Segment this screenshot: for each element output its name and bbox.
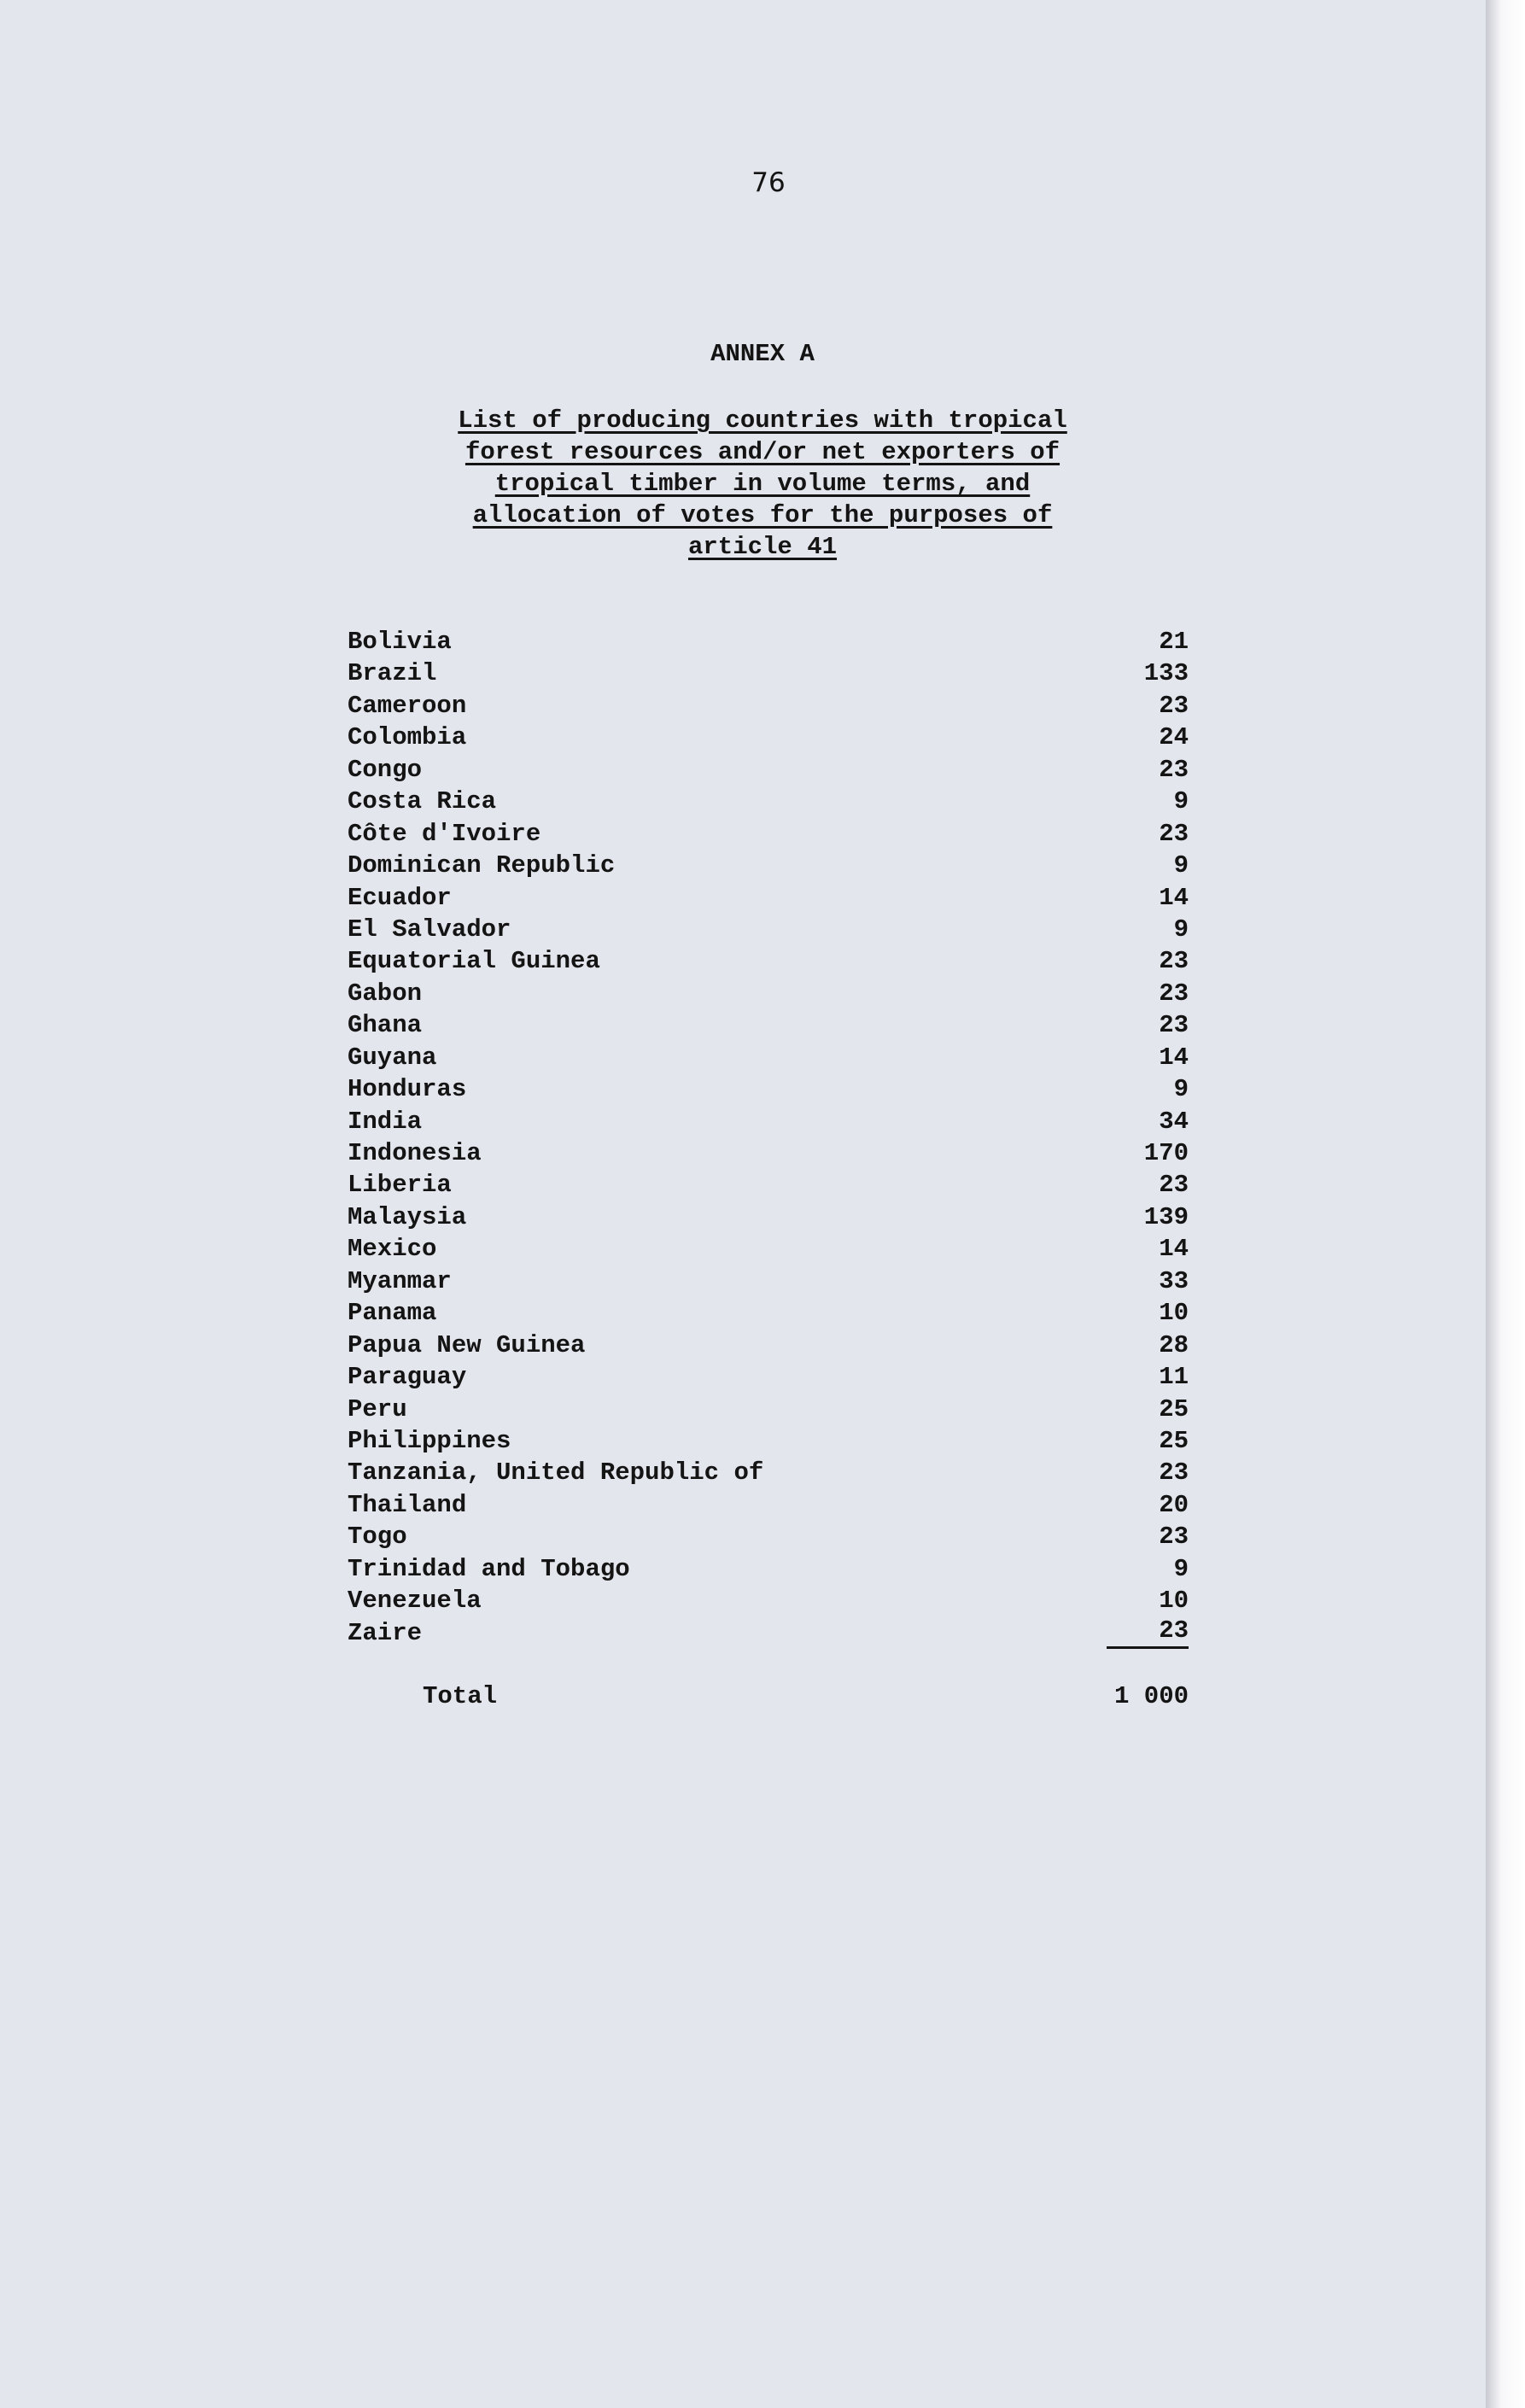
table-row	[348, 1042, 1189, 1073]
page-edge	[1486, 0, 1525, 2408]
vote-count: 23	[1159, 1523, 1189, 1552]
table-row	[348, 850, 1189, 881]
country-name: Bolivia	[348, 628, 452, 656]
country-name: Myanmar	[348, 1266, 452, 1295]
country-name: Togo	[348, 1523, 407, 1552]
vote-count: 23	[1159, 979, 1189, 1008]
table-row	[348, 978, 1189, 1009]
table-row	[348, 1330, 1189, 1361]
country-name: Costa Rica	[348, 787, 497, 816]
vote-count: 9	[1173, 787, 1189, 816]
vote-count: 21	[1159, 628, 1189, 656]
table-row	[348, 754, 1189, 786]
title-line: forest resources and/or net exporters of	[465, 438, 1060, 466]
country-name: Congo	[348, 755, 423, 784]
country-name: Thailand	[348, 1490, 467, 1519]
vote-count: 23	[1159, 947, 1189, 976]
vote-count: 11	[1159, 1363, 1189, 1392]
country-name: Indonesia	[348, 1139, 482, 1167]
vote-count: 24	[1159, 723, 1189, 752]
vote-count: 23	[1159, 691, 1189, 720]
vote-count: 9	[1173, 851, 1189, 880]
table-row	[348, 1297, 1189, 1329]
table-row	[348, 1073, 1189, 1105]
country-name: Ghana	[348, 1011, 423, 1040]
table-row	[348, 882, 1189, 914]
title-line: article 41	[687, 533, 838, 561]
country-name: Venezuela	[348, 1587, 482, 1616]
vote-count: 23	[1159, 1458, 1189, 1487]
vote-count: 14	[1159, 1235, 1189, 1264]
country-name: Ecuador	[348, 883, 452, 912]
country-name: Guyana	[348, 1043, 437, 1072]
table-row	[348, 1137, 1189, 1169]
country-name: Philippines	[348, 1426, 511, 1455]
country-name: Gabon	[348, 979, 423, 1008]
vote-count: 10	[1159, 1587, 1189, 1616]
country-name: Cameroon	[348, 691, 467, 720]
country-name: Liberia	[348, 1171, 452, 1200]
vote-count: 34	[1159, 1107, 1189, 1136]
table-row	[348, 818, 1189, 850]
country-name: Colombia	[348, 723, 467, 752]
vote-count: 20	[1159, 1490, 1189, 1519]
vote-count: 25	[1159, 1394, 1189, 1423]
total-label: Total	[423, 1682, 498, 1710]
vote-count: 139	[1143, 1202, 1189, 1231]
country-name: El Salvador	[348, 915, 511, 944]
country-name: Côte d'Ivoire	[348, 819, 541, 848]
vote-count: 10	[1159, 1299, 1189, 1328]
country-name: Tanzania, United Republic of	[348, 1458, 764, 1487]
country-name: Panama	[348, 1299, 437, 1328]
table-row	[348, 626, 1189, 658]
country-name: Trinidad and Tobago	[348, 1554, 630, 1583]
vote-count: 28	[1159, 1330, 1189, 1359]
page-number: 76	[751, 167, 786, 198]
vote-count: 23	[1159, 819, 1189, 848]
vote-count: 133	[1143, 659, 1189, 688]
table-row	[348, 722, 1189, 753]
table-row	[348, 1201, 1189, 1233]
vote-count: 23	[1159, 1171, 1189, 1200]
vote-count: 14	[1159, 883, 1189, 912]
title-line: List of producing countries with tropical	[458, 406, 1067, 435]
votes-table	[348, 626, 1189, 1649]
table-row	[348, 1457, 1189, 1488]
table-row	[348, 1265, 1189, 1297]
table-row	[348, 1169, 1189, 1201]
vote-count: 23	[1159, 1011, 1189, 1040]
table-row	[348, 945, 1189, 977]
vote-count: 14	[1159, 1043, 1189, 1072]
country-name: Peru	[348, 1394, 407, 1423]
table-row	[348, 1233, 1189, 1265]
table-row	[348, 1394, 1189, 1425]
title-line: allocation of votes for the purposes of	[472, 501, 1053, 529]
table-row	[348, 690, 1189, 722]
table-row	[348, 1425, 1189, 1457]
country-name: Papua New Guinea	[348, 1330, 586, 1359]
country-name: Brazil	[348, 659, 437, 688]
table-row	[348, 786, 1189, 817]
country-name: Paraguay	[348, 1363, 467, 1392]
table-row	[348, 1489, 1189, 1521]
table-row	[348, 1553, 1189, 1585]
country-name: Zaire	[348, 1618, 423, 1647]
table-row	[348, 1361, 1189, 1393]
vote-count: 9	[1173, 1075, 1189, 1104]
vote-count: 23	[1159, 755, 1189, 784]
vote-count: 9	[1173, 1554, 1189, 1583]
vote-count: 170	[1143, 1139, 1189, 1167]
table-row	[348, 1009, 1189, 1041]
country-name: Mexico	[348, 1235, 437, 1264]
table-row	[348, 914, 1189, 945]
table-row	[348, 658, 1189, 689]
country-name: Dominican Republic	[348, 851, 616, 880]
country-name: Honduras	[348, 1075, 467, 1104]
country-name: Equatorial Guinea	[348, 947, 600, 976]
table-row	[348, 1617, 1189, 1649]
document-title	[0, 405, 1525, 563]
table-row	[348, 1521, 1189, 1552]
country-name: Malaysia	[348, 1202, 467, 1231]
total-value: 1 000	[1113, 1682, 1189, 1710]
table-row	[348, 1585, 1189, 1616]
vote-count: 25	[1159, 1426, 1189, 1455]
table-row	[348, 1106, 1189, 1137]
title-line: tropical timber in volume terms, and	[494, 470, 1031, 498]
annex-heading: ANNEX A	[710, 340, 815, 368]
vote-count: 9	[1173, 915, 1189, 944]
vote-count: 23	[1107, 1617, 1189, 1649]
total-row	[348, 1682, 1189, 1710]
country-name: India	[348, 1107, 423, 1136]
vote-count: 33	[1159, 1266, 1189, 1295]
